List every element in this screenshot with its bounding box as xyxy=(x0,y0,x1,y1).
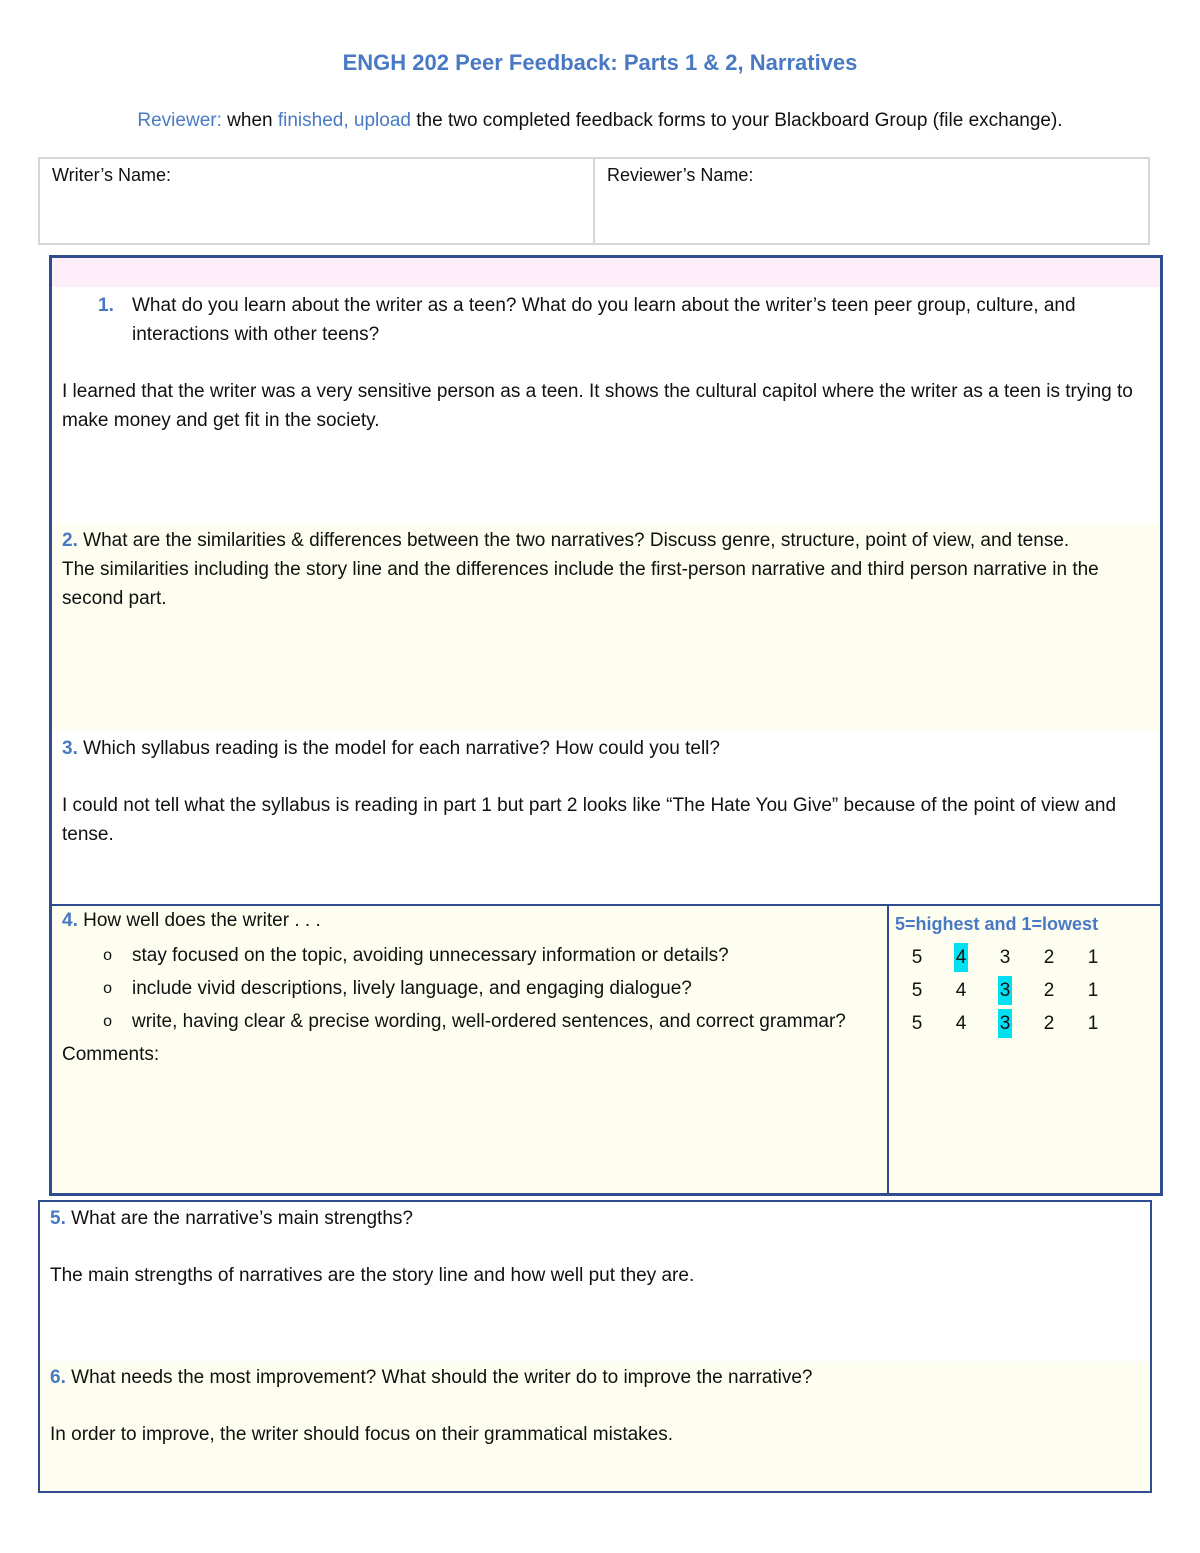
rating-value: 2 xyxy=(1043,1013,1055,1034)
answer-6-text[interactable]: In order to improve, the writer should focus on their grammatical mistakes. xyxy=(50,1424,674,1445)
reviewer-name-field[interactable] xyxy=(593,159,1148,243)
comments-label: Comments: xyxy=(62,1044,160,1065)
rating-option[interactable] xyxy=(939,943,983,972)
instructions xyxy=(0,110,1200,132)
criteria-item xyxy=(62,1005,877,1038)
rating-panel xyxy=(887,904,1163,1196)
question-5-text: What are the narrative’s main strengths? xyxy=(71,1208,413,1229)
bullet-marker: o xyxy=(103,947,112,964)
rating-value: 5 xyxy=(911,947,923,968)
criteria-item xyxy=(62,939,877,972)
rating-value: 4 xyxy=(955,1013,967,1034)
question-3-section xyxy=(49,731,1163,906)
rating-option[interactable] xyxy=(983,943,1027,972)
rating-value: 3 xyxy=(999,947,1011,968)
question-6-text: What needs the most improvement? What should the writer do to improve the narrative? xyxy=(71,1367,813,1388)
bullet-marker: o xyxy=(103,1013,112,1030)
question-4-number: 4. xyxy=(62,910,78,931)
rating-option[interactable] xyxy=(1071,976,1115,1005)
rating-value: 1 xyxy=(1087,947,1099,968)
rating-option[interactable] xyxy=(1027,943,1071,972)
rating-value: 3 xyxy=(998,1009,1013,1038)
rating-value: 4 xyxy=(954,943,969,972)
rating-option[interactable] xyxy=(939,1009,983,1038)
rating-option[interactable] xyxy=(895,976,939,1005)
question-2-section xyxy=(49,523,1163,733)
rating-option[interactable] xyxy=(895,1009,939,1038)
rating-value: 3 xyxy=(998,976,1013,1005)
question-1-number: 1. xyxy=(98,295,114,316)
names-table xyxy=(38,157,1150,245)
instr-reviewer: Reviewer: xyxy=(137,110,222,131)
rating-option[interactable] xyxy=(1071,1009,1115,1038)
rating-option[interactable] xyxy=(983,976,1027,1005)
writer-name-label: Writer’s Name: xyxy=(52,165,172,185)
instr-finished-upload: finished, upload xyxy=(277,110,411,131)
criteria-text: write, having clear & precise wording, well-ordered sentences, and correct grammar? xyxy=(132,1011,846,1032)
question-4-section xyxy=(49,904,889,1196)
question-5-number: 5. xyxy=(50,1208,66,1229)
reviewer-name-label: Reviewer’s Name: xyxy=(607,165,754,185)
rating-value: 2 xyxy=(1043,980,1055,1001)
rating-row xyxy=(895,1007,1154,1040)
rating-option[interactable] xyxy=(1027,976,1071,1005)
answer-1-text[interactable]: I learned that the writer was a very sensitive person as a teen. It shows the cultural capitol where the writer as a teen is trying to make money and get fit in the society. xyxy=(62,381,1133,431)
rating-value: 2 xyxy=(1043,947,1055,968)
rating-option[interactable] xyxy=(1027,1009,1071,1038)
rating-value: 5 xyxy=(911,980,923,1001)
question-6-number: 6. xyxy=(50,1367,66,1388)
question-1-text: What do you learn about the writer as a teen? What do you learn about the writer’s teen peer group, culture, and interactions with other teens? xyxy=(132,295,1076,345)
rating-value: 1 xyxy=(1087,1013,1099,1034)
rating-option[interactable] xyxy=(939,976,983,1005)
answer-2-text[interactable]: The similarities including the story line and the differences include the first-person narrative and third person narrative in the second part. xyxy=(62,559,1099,609)
instr-rest: the two completed feedback forms to your Blackboard Group (file exchange). xyxy=(410,110,1063,131)
writer-name-field[interactable] xyxy=(40,159,593,243)
question-2-number: 2. xyxy=(62,530,78,551)
rating-value: 1 xyxy=(1087,980,1099,1001)
instr-when: when xyxy=(221,110,278,131)
rating-option[interactable] xyxy=(895,943,939,972)
question-1-section xyxy=(49,287,1163,525)
question-6-section xyxy=(38,1361,1152,1493)
rating-option[interactable] xyxy=(983,1009,1027,1038)
bullet-marker: o xyxy=(103,980,112,997)
rating-value: 5 xyxy=(911,1013,923,1034)
rating-value: 4 xyxy=(955,980,967,1001)
rating-row xyxy=(895,941,1154,974)
answer-3-text[interactable]: I could not tell what the syllabus is reading in part 1 but part 2 looks like “The Hate You Give” because of the point of view and tense. xyxy=(62,795,1117,845)
question-5-section xyxy=(38,1200,1152,1363)
rating-row xyxy=(895,974,1154,1007)
criteria-text: stay focused on the topic, avoiding unnecessary information or details? xyxy=(132,945,729,966)
question-2-text: What are the similarities & differences between the two narratives? Discuss genre, structure, point of view, and tense. xyxy=(83,530,1070,551)
rating-scale-label: 5=highest and 1=lowest xyxy=(895,914,1099,934)
question-3-text: Which syllabus reading is the model for each narrative? How could you tell? xyxy=(83,738,720,759)
page-title: ENGH 202 Peer Feedback: Parts 1 & 2, Narratives xyxy=(342,50,858,75)
criteria-item xyxy=(62,972,877,1005)
answer-5-text[interactable]: The main strengths of narratives are the story line and how well put they are. xyxy=(50,1265,695,1286)
rating-rows xyxy=(895,941,1154,1040)
rating-option[interactable] xyxy=(1071,943,1115,972)
criteria-text: include vivid descriptions, lively language, and engaging dialogue? xyxy=(132,978,692,999)
question-4-text: How well does the writer . . . xyxy=(83,910,321,931)
form-header-bar xyxy=(49,255,1163,289)
question-3-number: 3. xyxy=(62,738,78,759)
